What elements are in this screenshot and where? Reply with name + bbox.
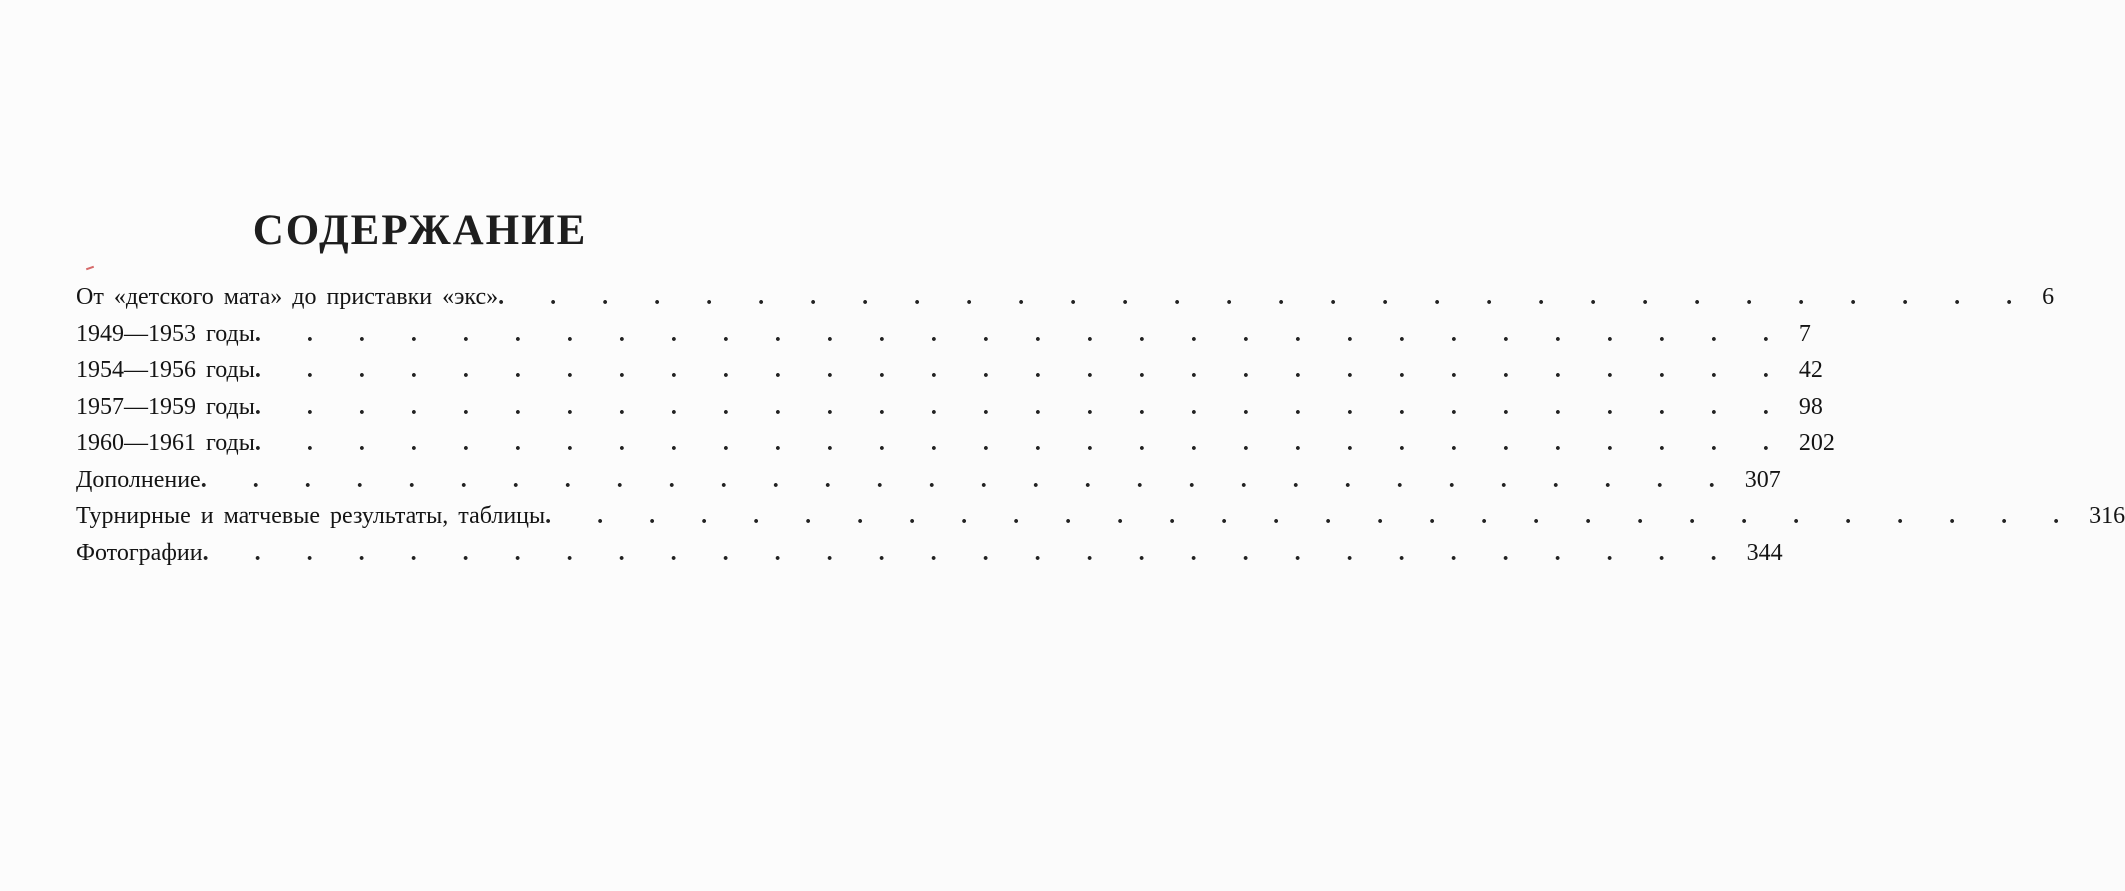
toc-dot-leader: . . . . . . . . . . . . . . . . . . . . . . . . . . . . . . [498, 284, 2033, 310]
toc-page-number: 98 [1798, 393, 1823, 420]
toc-entry-title: Дополнение [76, 466, 201, 493]
toc-entry [76, 501, 2125, 538]
toc-dot-leader: . . . . . . . . . . . . . . . . . . . . . . . . . . . . . . [200, 466, 1735, 493]
toc-page-number: 307 [1744, 466, 1781, 493]
toc-dot-leader: . . . . . . . . . . . . . . . . . . . . . . . . . . . . . . [202, 539, 1737, 566]
ink-speck [86, 266, 94, 271]
toc-page-number: 6 [2042, 284, 2055, 310]
toc-entry [76, 428, 1835, 465]
toc-page-number: 344 [1746, 539, 1783, 566]
toc-entry-title: От «детского мата» до приставки «экс» [76, 284, 499, 310]
toc-entry-title: Фотографии [76, 539, 203, 566]
toc-entry-title: 1954—1956 годы [76, 357, 255, 383]
toc-entry [76, 392, 1823, 429]
toc-entry [76, 538, 1783, 575]
toc-entry-title: 1957—1959 годы [76, 393, 255, 420]
toc-entry-title: 1960—1961 годы [76, 430, 255, 456]
toc-entry [76, 282, 2055, 319]
page-title: СОДЕРЖАНИЕ [252, 207, 588, 254]
toc-entry-title: Турнирные и матчевые результаты, таблицы [76, 503, 546, 529]
toc-entry-title: 1949—1953 годы [76, 320, 255, 347]
toc-dot-leader: . . . . . . . . . . . . . . . . . . . . . . . . . . . . . . [254, 357, 1789, 383]
toc-page-number: 7 [1798, 320, 1811, 347]
toc-entry [76, 319, 1811, 356]
toc-dot-leader: . . . . . . . . . . . . . . . . . . . . . . . . . . . . . . [545, 503, 2080, 529]
toc-page-number: 202 [1798, 430, 1835, 456]
table-of-contents [76, 282, 2125, 574]
toc-dot-leader: . . . . . . . . . . . . . . . . . . . . . . . . . . . . . . [254, 430, 1789, 456]
toc-entry [76, 355, 1823, 392]
toc-page-number: 42 [1798, 357, 1823, 383]
toc-dot-leader: . . . . . . . . . . . . . . . . . . . . . . . . . . . . . . [254, 320, 1789, 347]
toc-entry [76, 465, 1781, 502]
toc-page-number: 316 [2089, 503, 2125, 529]
toc-dot-leader: . . . . . . . . . . . . . . . . . . . . . . . . . . . . . . [254, 393, 1789, 420]
